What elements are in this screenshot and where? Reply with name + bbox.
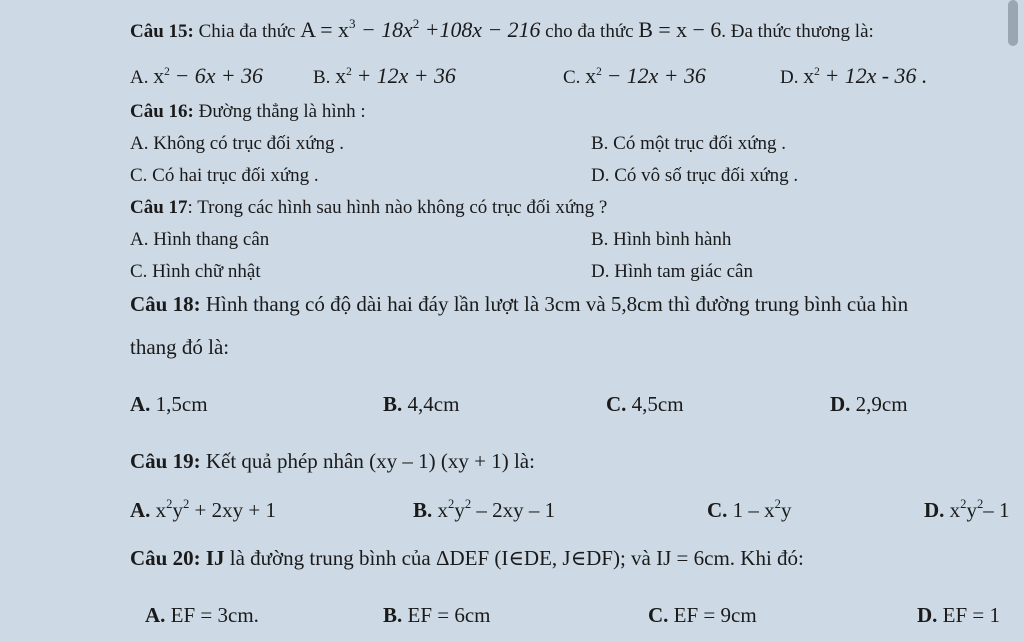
question-20-text: là đường trung bình của ΔDEF (I∈DE, J∈DF); và IJ = 6cm. Khi đó: xyxy=(224,546,804,570)
question-15-text-2: cho đa thức xyxy=(540,21,639,42)
answer-option: B. Hình bình hành xyxy=(591,229,732,250)
answer-option: C. $1 - x^2y$ xyxy=(707,497,792,522)
question-15-text-3: . Đa thức thương là: xyxy=(721,21,874,42)
polynomial-b: B = x − 6 xyxy=(638,18,722,42)
answer-option: C. 4,5cm xyxy=(606,392,684,416)
question-18 xyxy=(130,294,908,315)
answer-option: B. EF = 6cm xyxy=(383,603,491,627)
question-19 xyxy=(130,451,535,472)
question-16-text: Đường thẳng là hình : xyxy=(193,101,366,122)
answer-option: C. Hình chữ nhật xyxy=(130,261,261,282)
answer-option: B. $x^2y^2 - 2xy - 1$ xyxy=(413,497,556,522)
answer-option: C. EF = 9cm xyxy=(648,603,757,627)
answer-option: D. Hình tam giác cân xyxy=(591,261,753,282)
answer-option: A. EF = 3cm. xyxy=(145,603,259,627)
answer-option: A. $x^2y^2 + 2xy + 1$ xyxy=(130,497,276,522)
answer-option: D. $x^2 + 12x - 36$ . xyxy=(780,64,928,88)
vertical-scrollbar[interactable] xyxy=(1008,0,1018,46)
answer-option: A. $x^2 - 6x + 36$ xyxy=(130,64,263,88)
question-16 xyxy=(130,102,366,121)
answer-option: D. Có vô số trục đối xứng . xyxy=(591,165,799,186)
question-15-label: Câu 15: xyxy=(130,21,194,42)
answer-option: B. 4,4cm xyxy=(383,392,460,416)
answer-option: A. Không có trục đối xứng . xyxy=(130,133,344,154)
question-18-continuation: thang đó là: xyxy=(130,335,230,359)
question-19-text: Kết quả phép nhân (xy – 1) (xy + 1) là: xyxy=(200,449,535,473)
answer-option: A. Hình thang cân xyxy=(130,229,270,250)
question-15 xyxy=(130,15,874,42)
question-19-label: Câu 19: xyxy=(130,449,201,473)
question-15-text-1: Chia đa thức xyxy=(193,21,301,42)
polynomial-a: $A = x^3 - 18x^2 +108x - 216$ xyxy=(300,15,541,42)
question-16-label: Câu 16: xyxy=(130,101,194,122)
answer-option: D. 2,9cm xyxy=(830,392,908,416)
answer-option: C. $x^2 - 12x + 36$ xyxy=(563,64,706,88)
answer-option: A. 1,5cm xyxy=(130,392,208,416)
question-18-text: Hình thang có độ dài hai đáy lần lượt là 3cm và 5,8cm thì đường trung bình của hìn xyxy=(200,292,909,316)
answer-option: D. EF = 1 xyxy=(917,603,1001,627)
question-18-label: Câu 18: xyxy=(130,292,201,316)
answer-option: D. $x^2y^2-$ 1 xyxy=(924,497,1010,522)
question-17 xyxy=(130,198,607,217)
answer-option: B. Có một trục đối xứng . xyxy=(591,133,787,154)
question-17-label: Câu 17 xyxy=(130,197,188,218)
answer-option: B. $x^2 + 12x + 36$ xyxy=(313,64,456,88)
question-20 xyxy=(130,548,804,569)
question-20-label: Câu 20: IJ xyxy=(130,546,225,570)
answer-option: C. Có hai trục đối xứng . xyxy=(130,165,319,186)
question-17-text: : Trong các hình sau hình nào không có trục đối xứng ? xyxy=(187,197,608,218)
